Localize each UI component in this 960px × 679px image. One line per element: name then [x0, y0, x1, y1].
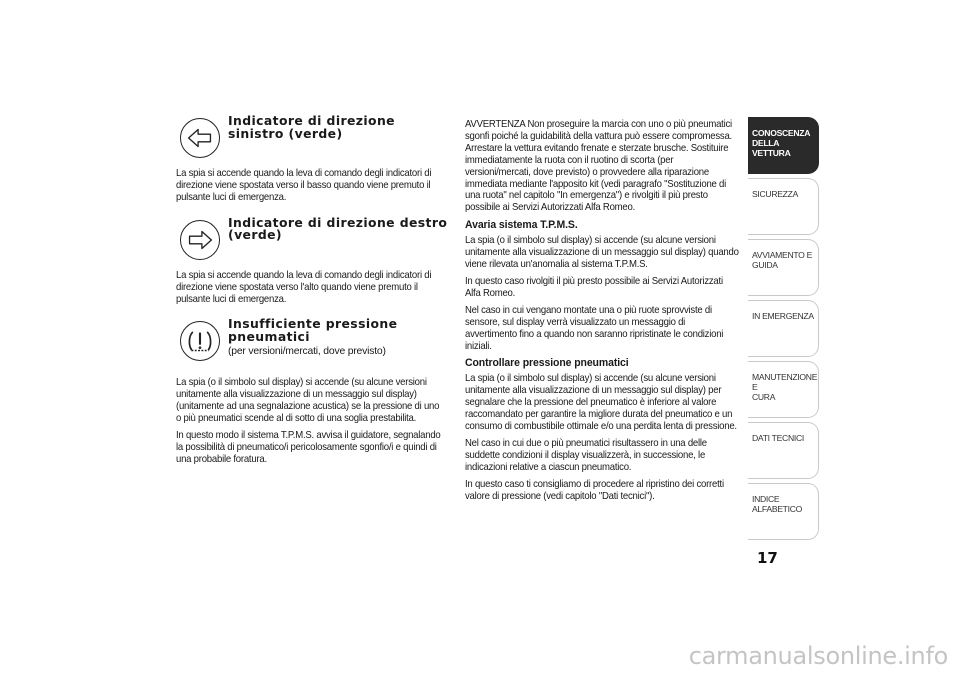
tab-in-emergenza[interactable]: [748, 300, 819, 357]
left-column: [176, 112, 448, 471]
tab-sicurezza[interactable]: [748, 178, 819, 235]
tab-manutenzione-cura[interactable]: [748, 361, 819, 418]
indicator-right-title: Indicatore di direzione destro (verde): [228, 214, 448, 243]
indicator-left-text: La spia si accende quando la leva di comando degli indicatori di direzione viene spostata verso il basso quando viene premuto il pulsante luci di emergenza.: [176, 168, 432, 203]
tab-label: AVVIAMENTO E GUIDA: [752, 250, 813, 270]
tab-conoscenza-vettura[interactable]: [748, 117, 819, 174]
indicator-tire-title: Insufficiente pressione pneumatici: [228, 316, 398, 344]
tab-label: DATI TECNICI: [752, 433, 804, 443]
tpms-failure-text-2: In questo caso rivolgiti il più presto possibile ai Servizi Autorizzati Alfa Romeo.: [465, 275, 723, 299]
indicator-right-turn: [176, 214, 448, 270]
tpms-failure-text-3: Nel caso in cui vengano montate una o più ruote sprovviste di sensore, sul display verrà visualizzato un messaggio di avvertimento fino a quando non saranno ripristinate le condizioni iniziali.: [465, 304, 724, 352]
indicator-left-title: Indicatore di direzione sinistro (verde): [228, 113, 395, 141]
tab-dati-tecnici[interactable]: [748, 422, 819, 479]
indicator-tire-text-2: In questo modo il sistema T.P.M.S. avvisa il guidatore, segnalando la possibilità di pneumatico/i pericolosamente sgonfio/i e quindi di una probabile foratura.: [176, 430, 441, 465]
tpms-failure-heading: Avaria sistema T.P.M.S.: [465, 219, 578, 232]
watermark: carmanualsonline.info: [688, 642, 948, 670]
warning-paragraph: AVVERTENZA Non proseguire la marcia con uno o più pneumatici sgonfi poiché la guidabilità della vattura può essere compromessa. Arrestare la vettura evitando frenate e sterzate brusche. Sostituire immediatamente la ruota con il ruotino di scorta (per versioni/mercati, dove previsto) o provvedere alla riparazione immediata mediante l'apposito kit (vedi paragrafo "Sostituzione di una ruota" nel capitolo "In emergenza") e rivolgiti il più presto possibile ai Servizi Autorizzati Alfa Romeo.: [465, 119, 732, 214]
check-pressure-text-1: La spia (o il simbolo sul display) si accende (su alcune versioni unitamente alla visualizzazione di un messaggio sul display) per segnalare che la pressione del pneumatico è inferiore al valore raccomandato per garantire la migliore durata del pneumatico e un consumo di combustibile ottimale e/o una perdita lenta di pressione.: [465, 373, 737, 433]
tab-label: SICUREZZA: [752, 189, 799, 199]
arrow-right-icon: [180, 220, 220, 260]
tire-pressure-warning-icon: [180, 321, 220, 361]
tab-label: CONOSCENZA DELLA VETTURA: [752, 128, 811, 158]
right-column: [465, 119, 741, 507]
check-pressure-text-3: In questo caso ti consigliamo di procedere al ripristino dei corretti valore di pressione (vedi capitolo "Dati tecnici").: [465, 478, 724, 502]
indicator-tire-pressure: [176, 315, 448, 371]
indicator-right-text: La spia si accende quando la leva di comando degli indicatori di direzione viene spostata verso l'alto quando viene premuto il pulsante luci di emergenza.: [176, 269, 432, 305]
tab-avviamento-guida[interactable]: [748, 239, 819, 296]
chapter-tabs: [748, 117, 819, 544]
indicator-tire-text-1: La spia (o il simbolo sul display) si accende (su alcune versioni unitamente alla visualizzazione di un messaggio sul display) (unitamente ad una segnalazione acustica) se la pressione di uno o più pneumatici scende al di sotto di una soglia prestabilita.: [176, 377, 440, 425]
tab-label: MANUTENZIONE E CURA: [752, 372, 818, 402]
tpms-failure-text-1: La spia (o il simbolo sul display) si accende (su alcune versioni unitamente alla visualizzazione di un messaggio sul display) quando viene rilevata un'anomalia al sistema T.P.M.S.: [465, 235, 739, 271]
indicator-left-turn: [176, 112, 448, 168]
arrow-left-icon: [180, 118, 220, 158]
tab-indice-alfabetico[interactable]: [748, 483, 819, 540]
tab-label: IN EMERGENZA: [752, 311, 814, 321]
check-pressure-text-2: Nel caso in cui due o più pneumatici risultassero in una delle suddette condizioni il display visualizzerà, in successione, le indicazioni relative a ciascun pneumatico.: [465, 437, 707, 473]
indicator-tire-subtitle: (per versioni/mercati, dove previsto): [228, 346, 386, 358]
page-number: 17: [757, 549, 778, 567]
tab-label: INDICE ALFABETICO: [752, 494, 803, 514]
check-pressure-heading: Controllare pressione pneumatici: [465, 357, 629, 370]
